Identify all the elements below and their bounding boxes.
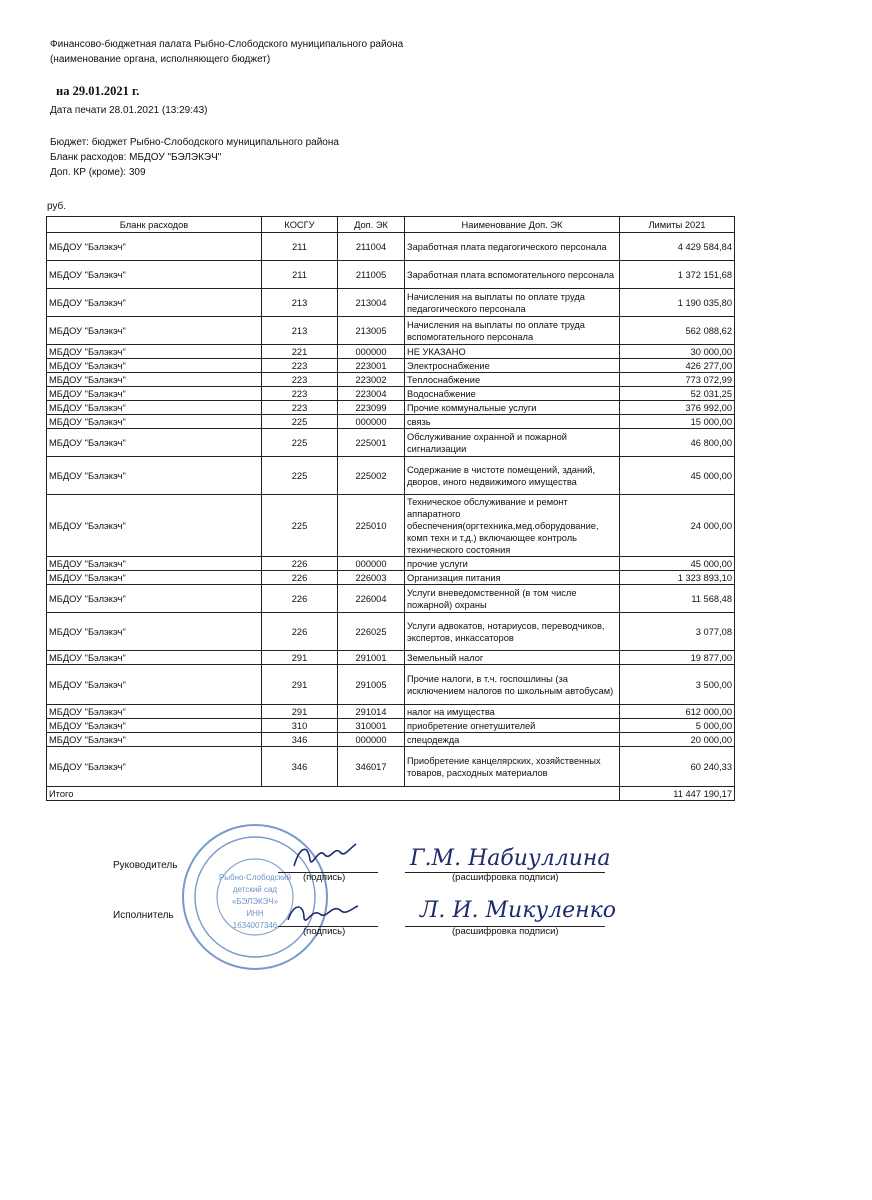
table-row [47, 613, 735, 651]
cell-expense-form: МБДОУ "Бэлэкэч" [47, 415, 262, 429]
cell-kosgu: 225 [262, 495, 338, 557]
cell-dop-ek-name: Заработная плата педагогического персонала [405, 233, 620, 261]
column-header: Доп. ЭК [338, 217, 405, 233]
cell-limit-2021: 45 000,00 [620, 557, 735, 571]
cell-limit-2021: 426 277,00 [620, 359, 735, 373]
cell-limit-2021: 60 240,33 [620, 747, 735, 787]
cell-kosgu: 291 [262, 651, 338, 665]
head-label: Руководитель [113, 860, 178, 871]
table-row [47, 665, 735, 705]
cell-kosgu: 291 [262, 665, 338, 705]
expense-form-line: Бланк расходов: МБДОУ "БЭЛЭКЭЧ" [50, 152, 222, 163]
head-name-handwritten: Г.М. Набиуллина [410, 846, 611, 871]
table-row [47, 719, 735, 733]
cell-dop-ek: 226025 [338, 613, 405, 651]
cell-kosgu: 211 [262, 233, 338, 261]
cell-dop-ek-name: Начисления на выплаты по оплате труда вспомогательного персонала [405, 317, 620, 345]
cell-dop-ek-name: налог на имущества [405, 705, 620, 719]
total-label: Итого [47, 787, 620, 801]
cell-dop-ek: 291005 [338, 665, 405, 705]
cell-limit-2021: 1 190 035,80 [620, 289, 735, 317]
cell-kosgu: 226 [262, 571, 338, 585]
table-header-row [47, 217, 735, 233]
cell-expense-form: МБДОУ "Бэлэкэч" [47, 719, 262, 733]
head-signature [290, 838, 360, 874]
cell-expense-form: МБДОУ "Бэлэкэч" [47, 429, 262, 457]
cell-dop-ek: 291014 [338, 705, 405, 719]
table-row [47, 289, 735, 317]
cell-expense-form: МБДОУ "Бэлэкэч" [47, 457, 262, 495]
cell-dop-ek-name: Прочие коммунальные услуги [405, 401, 620, 415]
cell-dop-ek-name: Услуги адвокатов, нотариусов, переводчиков, экспертов, инкассаторов [405, 613, 620, 651]
cell-dop-ek: 291001 [338, 651, 405, 665]
table-row [47, 415, 735, 429]
stamp-text: «БЭЛЭКЭЧ» [231, 897, 279, 906]
cell-limit-2021: 30 000,00 [620, 345, 735, 359]
table-row [47, 387, 735, 401]
cell-limit-2021: 562 088,62 [620, 317, 735, 345]
cell-dop-ek: 000000 [338, 345, 405, 359]
head-transcript-caption: (расшифровка подписи) [452, 872, 559, 883]
cell-dop-ek: 213004 [338, 289, 405, 317]
cell-kosgu: 225 [262, 429, 338, 457]
cell-expense-form: МБДОУ "Бэлэкэч" [47, 359, 262, 373]
cell-expense-form: МБДОУ "Бэлэкэч" [47, 651, 262, 665]
stamp-text: Рыбно-Слободский [218, 873, 292, 882]
organization-caption: (наименование органа, исполняющего бюджет) [50, 54, 271, 65]
cell-dop-ek-name: прочие услуги [405, 557, 620, 571]
cell-dop-ek-name: Заработная плата вспомогательного персонала [405, 261, 620, 289]
cell-kosgu: 213 [262, 289, 338, 317]
cell-dop-ek: 225001 [338, 429, 405, 457]
cell-expense-form: МБДОУ "Бэлэкэч" [47, 613, 262, 651]
cell-expense-form: МБДОУ "Бэлэкэч" [47, 373, 262, 387]
cell-dop-ek-name: НЕ УКАЗАНО [405, 345, 620, 359]
executor-signature [282, 896, 362, 930]
cell-kosgu: 221 [262, 345, 338, 359]
cell-limit-2021: 3 500,00 [620, 665, 735, 705]
column-header: Бланк расходов [47, 217, 262, 233]
cell-dop-ek-name: Прочие налоги, в т.ч. госпошлины (за исключением налогов по школьным автобусам) [405, 665, 620, 705]
cell-expense-form: МБДОУ "Бэлэкэч" [47, 233, 262, 261]
table-row [47, 585, 735, 613]
cell-dop-ek-name: Начисления на выплаты по оплате труда педагогического персонала [405, 289, 620, 317]
budget-table [46, 216, 735, 801]
cell-limit-2021: 1 323 893,10 [620, 571, 735, 585]
total-value: 11 447 190,17 [620, 787, 735, 801]
cell-dop-ek-name: Содержание в чистоте помещений, зданий, дворов, иного недвижимого имущества [405, 457, 620, 495]
cell-expense-form: МБДОУ "Бэлэкэч" [47, 345, 262, 359]
cell-expense-form: МБДОУ "Бэлэкэч" [47, 571, 262, 585]
cell-dop-ek-name: Техническое обслуживание и ремонт аппаратного обеспечения(оргтехника,мед.оборудование, комп техн и т.д.) включающее контроль технического состояния [405, 495, 620, 557]
cell-kosgu: 223 [262, 401, 338, 415]
cell-limit-2021: 15 000,00 [620, 415, 735, 429]
report-date-title: на 29.01.2021 г. [56, 84, 140, 98]
head-signature-caption: (подпись) [303, 872, 346, 883]
organization-name: Финансово-бюджетная палата Рыбно-Слободского муниципального района [50, 39, 404, 50]
dop-kr-line: Доп. КР (кроме): 309 [50, 167, 146, 178]
table-row [47, 261, 735, 289]
cell-kosgu: 346 [262, 747, 338, 787]
cell-dop-ek: 225002 [338, 457, 405, 495]
cell-dop-ek: 226004 [338, 585, 405, 613]
cell-dop-ek: 223001 [338, 359, 405, 373]
executor-transcript-caption: (расшифровка подписи) [452, 926, 559, 937]
table-row [47, 401, 735, 415]
cell-limit-2021: 46 800,00 [620, 429, 735, 457]
table-body [47, 233, 735, 787]
cell-limit-2021: 3 077,08 [620, 613, 735, 651]
cell-limit-2021: 612 000,00 [620, 705, 735, 719]
cell-kosgu: 225 [262, 415, 338, 429]
cell-limit-2021: 20 000,00 [620, 733, 735, 747]
cell-expense-form: МБДОУ "Бэлэкэч" [47, 557, 262, 571]
table-row [47, 747, 735, 787]
table-row [47, 359, 735, 373]
currency-label: руб. [47, 201, 67, 212]
cell-dop-ek-name: Обслуживание охранной и пожарной сигнализации [405, 429, 620, 457]
table-row [47, 429, 735, 457]
cell-dop-ek: 346017 [338, 747, 405, 787]
cell-expense-form: МБДОУ "Бэлэкэч" [47, 665, 262, 705]
cell-limit-2021: 5 000,00 [620, 719, 735, 733]
cell-dop-ek-name: Организация питания [405, 571, 620, 585]
cell-expense-form: МБДОУ "Бэлэкэч" [47, 495, 262, 557]
cell-limit-2021: 376 992,00 [620, 401, 735, 415]
cell-kosgu: 226 [262, 613, 338, 651]
cell-expense-form: МБДОУ "Бэлэкэч" [47, 317, 262, 345]
table-row [47, 495, 735, 557]
cell-limit-2021: 4 429 584,84 [620, 233, 735, 261]
cell-kosgu: 213 [262, 317, 338, 345]
cell-limit-2021: 52 031,25 [620, 387, 735, 401]
print-date: Дата печати 28.01.2021 (13:29:43) [50, 105, 208, 116]
column-header: Наименование Доп. ЭК [405, 217, 620, 233]
cell-expense-form: МБДОУ "Бэлэкэч" [47, 387, 262, 401]
cell-limit-2021: 773 072,99 [620, 373, 735, 387]
cell-dop-ek-name: связь [405, 415, 620, 429]
stamp-text: 1634007346 [232, 921, 278, 930]
table-row [47, 705, 735, 719]
executor-signature-caption: (подпись) [303, 926, 346, 937]
cell-expense-form: МБДОУ "Бэлэкэч" [47, 747, 262, 787]
cell-dop-ek: 223002 [338, 373, 405, 387]
stamp-text: детский сад [232, 885, 278, 894]
cell-kosgu: 291 [262, 705, 338, 719]
cell-dop-ek: 211004 [338, 233, 405, 261]
cell-dop-ek: 211005 [338, 261, 405, 289]
cell-dop-ek: 000000 [338, 733, 405, 747]
total-row [47, 787, 735, 801]
table-row [47, 373, 735, 387]
cell-dop-ek-name: спецодежда [405, 733, 620, 747]
cell-kosgu: 346 [262, 733, 338, 747]
table-row [47, 733, 735, 747]
cell-kosgu: 223 [262, 387, 338, 401]
cell-dop-ek-name: Услуги вневедомственной (в том числе пожарной) охраны [405, 585, 620, 613]
cell-limit-2021: 45 000,00 [620, 457, 735, 495]
cell-dop-ek: 213005 [338, 317, 405, 345]
table-row [47, 651, 735, 665]
cell-dop-ek: 310001 [338, 719, 405, 733]
cell-expense-form: МБДОУ "Бэлэкэч" [47, 585, 262, 613]
cell-dop-ek: 000000 [338, 557, 405, 571]
cell-expense-form: МБДОУ "Бэлэкэч" [47, 401, 262, 415]
cell-dop-ek: 225010 [338, 495, 405, 557]
cell-limit-2021: 19 877,00 [620, 651, 735, 665]
table-row [47, 233, 735, 261]
cell-expense-form: МБДОУ "Бэлэкэч" [47, 261, 262, 289]
table-row [47, 571, 735, 585]
table-row [47, 317, 735, 345]
column-header: КОСГУ [262, 217, 338, 233]
cell-kosgu: 223 [262, 359, 338, 373]
table-row [47, 345, 735, 359]
executor-label: Исполнитель [113, 910, 174, 921]
executor-name-handwritten: Л. И. Микуленко [420, 898, 617, 923]
column-header: Лимиты 2021 [620, 217, 735, 233]
cell-dop-ek-name: Земельный налог [405, 651, 620, 665]
cell-dop-ek-name: Водоснабжение [405, 387, 620, 401]
cell-dop-ek: 223099 [338, 401, 405, 415]
cell-kosgu: 211 [262, 261, 338, 289]
cell-limit-2021: 24 000,00 [620, 495, 735, 557]
table-row [47, 557, 735, 571]
stamp-text: ИНН [246, 909, 264, 918]
cell-kosgu: 223 [262, 373, 338, 387]
table-row [47, 457, 735, 495]
cell-dop-ek: 223004 [338, 387, 405, 401]
cell-dop-ek-name: Теплоснабжение [405, 373, 620, 387]
cell-dop-ek: 226003 [338, 571, 405, 585]
cell-dop-ek-name: приобретение огнетушителей [405, 719, 620, 733]
cell-dop-ek-name: Электроснабжение [405, 359, 620, 373]
cell-dop-ek-name: Приобретение канцелярских, хозяйственных товаров, расходных материалов [405, 747, 620, 787]
cell-dop-ek: 000000 [338, 415, 405, 429]
cell-limit-2021: 11 568,48 [620, 585, 735, 613]
cell-limit-2021: 1 372 151,68 [620, 261, 735, 289]
cell-kosgu: 225 [262, 457, 338, 495]
cell-kosgu: 226 [262, 585, 338, 613]
cell-expense-form: МБДОУ "Бэлэкэч" [47, 289, 262, 317]
budget-line: Бюджет: бюджет Рыбно-Слободского муниципального района [50, 137, 339, 148]
cell-expense-form: МБДОУ "Бэлэкэч" [47, 733, 262, 747]
cell-kosgu: 310 [262, 719, 338, 733]
cell-expense-form: МБДОУ "Бэлэкэч" [47, 705, 262, 719]
cell-kosgu: 226 [262, 557, 338, 571]
